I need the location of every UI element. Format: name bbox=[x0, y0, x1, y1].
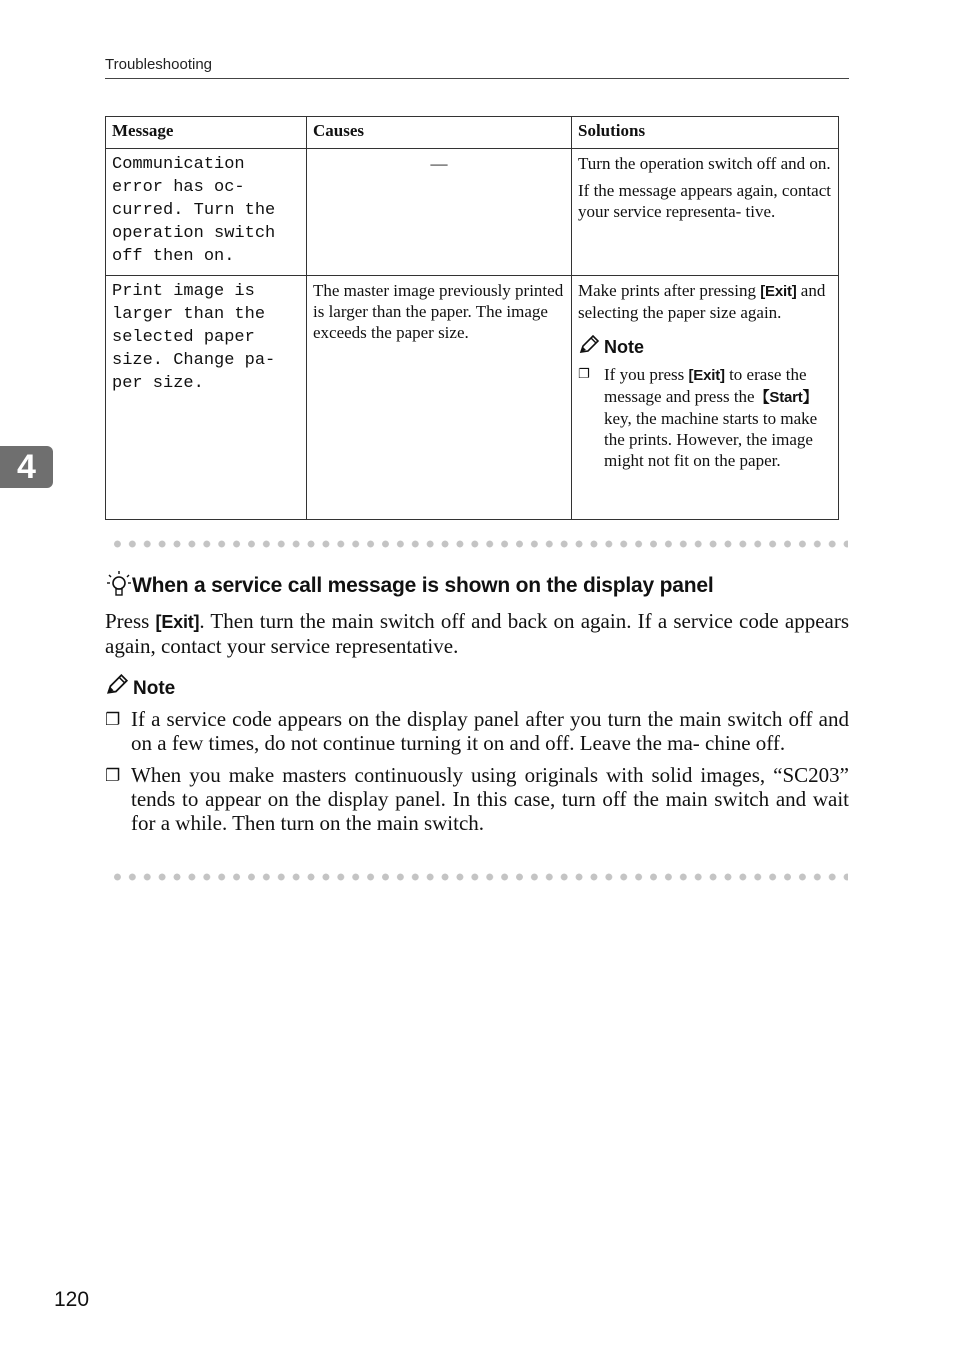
paragraph-text-part: Press bbox=[105, 609, 150, 633]
solution-text-part: and selecting the paper size again. bbox=[578, 281, 826, 322]
cause-cell: The master image previously printed is larger than the paper. The image exceeds the paper size. bbox=[307, 276, 572, 520]
note-text-part: key, the machine starts to make the prints. However, the image might not fit on the paper. bbox=[604, 409, 818, 470]
dotted-separator bbox=[110, 540, 848, 548]
note-item bbox=[578, 364, 832, 471]
checkbox-bullet-icon: ❐ bbox=[105, 766, 121, 786]
start-key-label: 【Start】 bbox=[754, 389, 818, 406]
troubleshooting-table bbox=[105, 116, 839, 520]
note-text: If a service code appears on the display panel after you turn the main switch off and on a few times, do not continue turning it on and off. Leave the ma- chine off. bbox=[131, 707, 849, 755]
solution-cell bbox=[572, 276, 839, 520]
note-title: Note bbox=[604, 337, 644, 357]
column-header-causes: Causes bbox=[307, 117, 572, 149]
paragraph-text-part: . Then turn the main switch off and back on again. If a service code appears again, contact your service representative. bbox=[105, 609, 850, 658]
pencil-icon bbox=[105, 674, 129, 703]
cause-cell: — bbox=[307, 149, 572, 276]
note-text-part: If you press bbox=[604, 365, 685, 384]
note-title: Note bbox=[133, 677, 176, 699]
solution-text: Turn the operation switch off and on. bbox=[578, 154, 831, 173]
running-head: Troubleshooting bbox=[105, 56, 213, 73]
chapter-tab: 4 bbox=[0, 446, 53, 488]
table-header-row bbox=[106, 117, 839, 149]
column-header-message: Message bbox=[106, 117, 307, 149]
pencil-icon bbox=[578, 335, 600, 360]
solution-text: If the message appears again, contact your service representa- tive. bbox=[578, 181, 831, 221]
note-heading bbox=[578, 335, 832, 360]
dotted-separator bbox=[110, 873, 848, 881]
message-cell: Communication error has oc- curred. Turn the operation switch off then on. bbox=[106, 149, 307, 276]
table-row bbox=[106, 276, 839, 520]
checkbox-bullet-icon: ❐ bbox=[105, 710, 121, 730]
note-text: When you make masters continuously using originals with solid images, “SC203” tends to appear on the display panel. In this case, turn off the main switch and wait for a while. Then turn on the main switch. bbox=[131, 763, 849, 835]
message-cell: Print image is larger than the selected paper size. Change pa- per size. bbox=[106, 276, 307, 520]
note-item bbox=[105, 707, 849, 755]
checkbox-bullet-icon: ❐ bbox=[578, 367, 590, 382]
section-title: When a service call message is shown on the display panel bbox=[132, 574, 714, 597]
note-text-part: to erase the message and press the bbox=[604, 365, 807, 406]
header-rule bbox=[105, 78, 849, 79]
lightbulb-icon bbox=[106, 570, 132, 603]
solution-cell bbox=[572, 149, 839, 276]
section-paragraph bbox=[105, 609, 849, 658]
exit-key-label: [Exit] bbox=[688, 367, 725, 384]
column-header-solutions: Solutions bbox=[572, 117, 839, 149]
page-number: 120 bbox=[54, 1288, 90, 1311]
exit-key-label: [Exit] bbox=[760, 283, 797, 300]
exit-key-label: [Exit] bbox=[155, 612, 200, 632]
note-text bbox=[604, 364, 832, 471]
note-item bbox=[105, 763, 849, 835]
note-heading bbox=[105, 674, 849, 703]
solution-text-part: Make prints after pressing bbox=[578, 281, 756, 300]
solution-text bbox=[578, 280, 832, 323]
note-block bbox=[105, 674, 849, 843]
table-row bbox=[106, 149, 839, 276]
